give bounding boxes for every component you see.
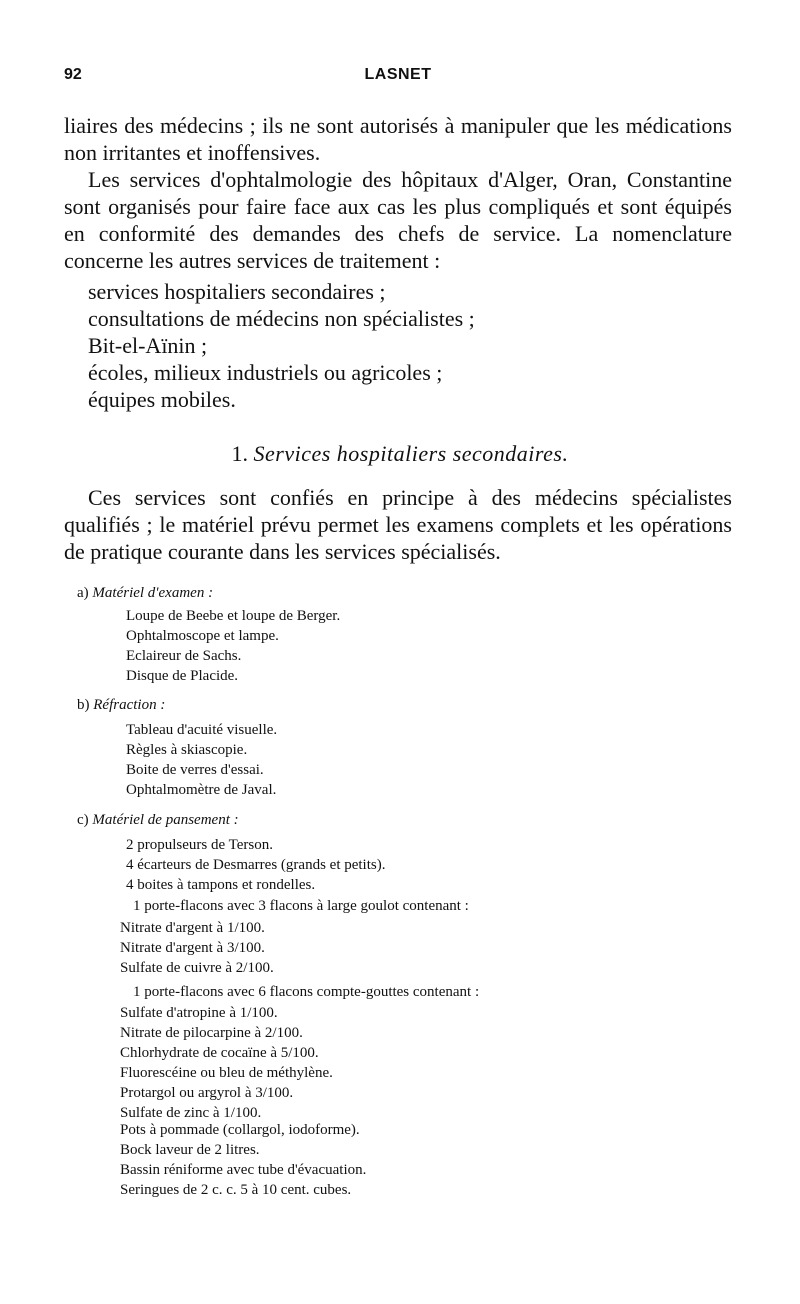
subsection-title: Matériel de pansement : (92, 812, 239, 828)
list-item: Ophtalmomètre de Javal. (126, 782, 277, 798)
list-item: Protargol ou argyrol à 3/100. (120, 1085, 294, 1101)
flacons-1-list (120, 918, 274, 978)
treatment-services-list (88, 278, 475, 413)
refraction-list (126, 720, 277, 800)
dressing-material-list (126, 835, 385, 895)
list-item: Bock laveur de 2 litres. (120, 1142, 260, 1158)
paragraph-1: liaires des médecins ; ils ne sont autorisés à manipuler que les médications non irritantes et inoffensives. (64, 113, 732, 165)
page-header (64, 66, 732, 90)
list-item: Boite de verres d'essai. (126, 762, 264, 778)
list-item: Bit-el-Aïnin ; (88, 333, 208, 358)
section-heading (0, 441, 800, 467)
list-item: Loupe de Beebe et loupe de Berger. (126, 608, 341, 624)
list-item: Fluorescéine ou bleu de méthylène. (120, 1065, 333, 1081)
other-items-list (120, 1120, 366, 1200)
list-item: 2 propulseurs de Terson. (126, 837, 273, 853)
list-item: Nitrate d'argent à 1/100. (120, 920, 265, 936)
list-item: Nitrate de pilocarpine à 2/100. (120, 1025, 303, 1041)
flacons-2-list (120, 1003, 333, 1123)
list-item: 4 boites à tampons et rondelles. (126, 877, 316, 893)
subsection-a-label (77, 585, 213, 602)
list-item: Eclaireur de Sachs. (126, 648, 242, 664)
subsection-title: Matériel d'examen : (92, 585, 214, 601)
section-title: Services hospitaliers secondaires. (253, 441, 569, 466)
list-item: Tableau d'acuité visuelle. (126, 722, 278, 738)
subsection-letter: b) (77, 697, 90, 713)
list-item: Ophtalmoscope et lampe. (126, 628, 279, 644)
subsection-title: Réfraction : (93, 697, 166, 713)
subsection-c-label (77, 812, 239, 829)
page-number: 92 (64, 66, 82, 83)
list-item: Règles à skiascopie. (126, 742, 248, 758)
subsection-letter: a) (77, 585, 89, 601)
running-title: LASNET (364, 66, 432, 83)
subsection-b-label (77, 697, 165, 714)
paragraph-2: Les services d'ophtalmologie des hôpitaux d'Alger, Oran, Constantine sont organisés pour faire face aux cas les plus compliqués et sont équipés en conformité des demandes des chefs de service. La nomenclature concerne les autres services de traitement : (64, 167, 732, 273)
subsection-letter: c) (77, 812, 89, 828)
list-item: Bassin réniforme avec tube d'évacuation. (120, 1162, 367, 1178)
list-item: Disque de Placide. (126, 668, 239, 684)
list-item: consultations de médecins non spécialistes ; (88, 306, 475, 331)
list-item: Sulfate d'atropine à 1/100. (120, 1005, 278, 1021)
list-item: Chlorhydrate de cocaïne à 5/100. (120, 1045, 319, 1061)
exam-material-list (126, 606, 340, 686)
list-item: services hospitaliers secondaires ; (88, 279, 386, 304)
list-item: équipes mobiles. (88, 387, 236, 412)
list-item: Pots à pommade (collargol, iodoforme). (120, 1122, 360, 1138)
list-item: 4 écarteurs de Desmarres (grands et petits). (126, 857, 386, 873)
list-item: Sulfate de zinc à 1/100. (120, 1105, 262, 1121)
paragraph-3: Ces services sont confiés en principe à des médecins spécialistes qualifiés ; le matériel prévu permet les examens complets et les opérations de pratique courante dans les services spécialisés. (64, 485, 732, 564)
list-item: Sulfate de cuivre à 2/100. (120, 960, 274, 976)
list-item: écoles, milieux industriels ou agricoles ; (88, 360, 443, 385)
flacons-2-intro: 1 porte-flacons avec 6 flacons compte-gouttes contenant : (133, 984, 480, 1000)
list-item: Seringues de 2 c. c. 5 à 10 cent. cubes. (120, 1182, 352, 1198)
flacons-1-intro: 1 porte-flacons avec 3 flacons à large goulot contenant : (133, 898, 469, 914)
list-item: Nitrate d'argent à 3/100. (120, 940, 265, 956)
section-number: 1. (231, 441, 249, 466)
